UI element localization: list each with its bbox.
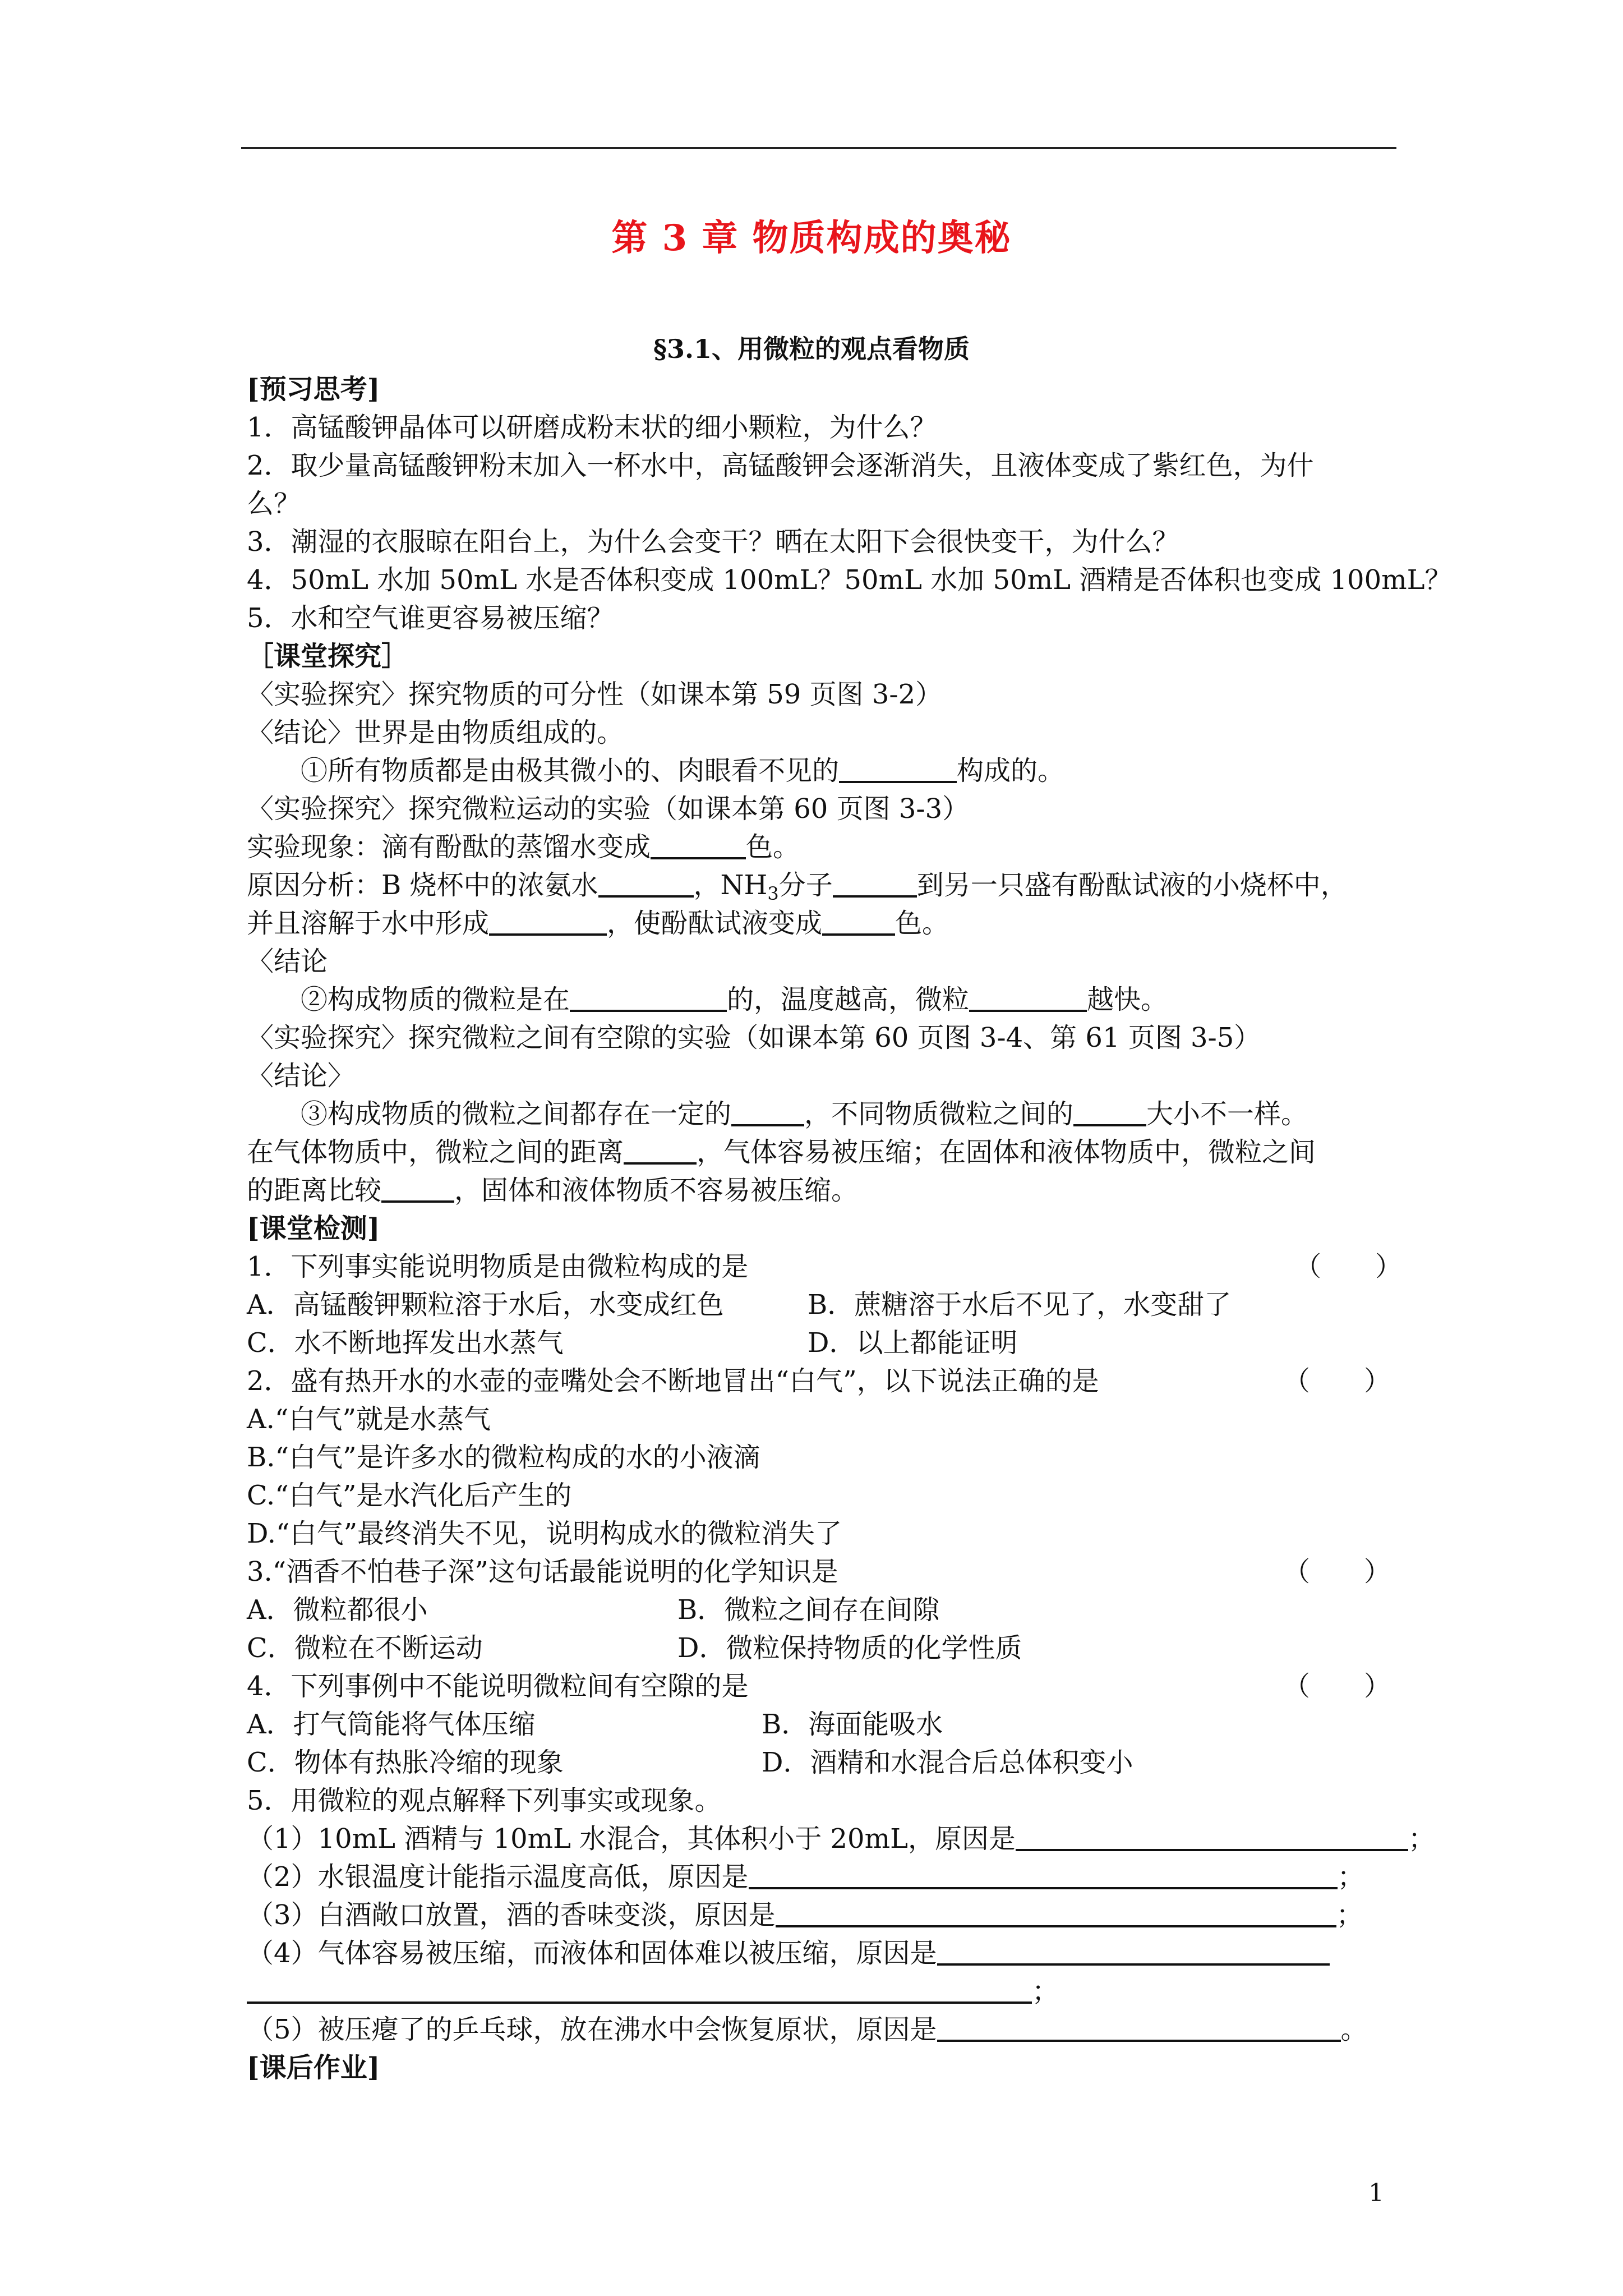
analysis-line-1: 原因分析：B 烧杯中的浓氨水 ，$NH_3$分子 到另一只盛有酚酞试液的小烧杯中，: [247, 866, 1402, 904]
observation: 实验现象：滴有酚酞的蒸馏水变成 色。: [247, 828, 1402, 866]
fill-blank[interactable]: [731, 1096, 804, 1126]
header-rule: [241, 147, 1396, 149]
point-3-line-3: 的距离比较 ，固体和液体物质不容易被压缩。: [247, 1171, 1402, 1209]
chapter-title: 第 3 章 物质构成的奥秘: [611, 217, 1012, 259]
quiz-question-3: 3.“酒香不怕巷子深”这句话最能说明的化学知识是 （ ）: [247, 1553, 1402, 1591]
main-content: [247, 370, 1452, 2083]
preview-question-2-line-2: 么？: [247, 488, 301, 519]
quiz-q3-options-ab: [247, 1591, 1402, 1629]
answer-line[interactable]: [1016, 1821, 1408, 1851]
conclusion-3: 〈结论〉: [247, 1060, 355, 1092]
quiz-q5-item-1: （1）10mL 酒精与 10mL 水混合，其体积小于 20mL，原因是 ；: [247, 1820, 1402, 1858]
option-a: A．微粒都很小: [247, 1594, 428, 1626]
fill-blank[interactable]: [598, 867, 694, 898]
fill-blank[interactable]: [969, 982, 1087, 1012]
option-b: B．海面能吸水: [762, 1709, 943, 1740]
answer-line[interactable]: [937, 1935, 1330, 1966]
experiment-1: 〈实验探究〉探究物质的可分性（如课本第 59 页图 3-2）: [247, 679, 943, 710]
fill-blank[interactable]: [570, 982, 727, 1012]
option-a: A.“白气”就是水蒸气: [247, 1404, 491, 1435]
conclusion-2: 〈结论: [247, 946, 328, 977]
preview-question-1: 1．高锰酸钾晶体可以研磨成粉末状的细小颗粒，为什么？: [247, 412, 937, 443]
answer-line[interactable]: [937, 2012, 1341, 2042]
fill-blank[interactable]: [833, 867, 917, 898]
fill-blank[interactable]: [651, 829, 746, 859]
point-3-line-1: ③构成物质的微粒之间都存在一定的 ，不同物质微粒之间的 大小不一样。: [247, 1095, 1402, 1133]
homework-header: [课后作业]: [247, 2052, 380, 2083]
explore-header: ［课堂探究］: [247, 641, 409, 672]
option-a: A．高锰酸钾颗粒溶于水后，水变成红色: [247, 1289, 724, 1320]
answer-parentheses[interactable]: （ ）: [1283, 1671, 1391, 1702]
quiz-header: [课堂检测]: [247, 1213, 380, 1244]
conclusion-1: 〈结论〉世界是由物质组成的。: [247, 717, 624, 748]
option-b: B．蔗糖溶于水后不见了，水变甜了: [808, 1289, 1232, 1320]
quiz-question-5: 5．用微粒的观点解释下列事实或现象。: [247, 1785, 722, 1816]
quiz-q5-item-3: （3）白酒敞口放置，酒的香味变淡，原因是 ；: [247, 1896, 1402, 1934]
page-number: 1: [1368, 2179, 1384, 2207]
answer-line[interactable]: [776, 1897, 1336, 1927]
answer-parentheses[interactable]: （ ）: [1294, 1251, 1402, 1282]
answer-line[interactable]: [247, 1973, 1032, 2004]
quiz-q5-item-2: （2）水银温度计能指示温度高低，原因是 ；: [247, 1858, 1402, 1896]
point-2: ②构成物质的微粒是在 的，温度越高，微粒 越快。: [247, 981, 1402, 1019]
quiz-question-4: 4．下列事例中不能说明微粒间有空隙的是 （ ）: [247, 1667, 1402, 1705]
answer-line[interactable]: [749, 1859, 1338, 1889]
option-c: C．物体有热胀冷缩的现象: [247, 1747, 564, 1778]
analysis-line-2: 并且溶解于水中形成 ，使酚酞试液变成 色。: [247, 904, 1402, 942]
quiz-question-2: 2．盛有热开水的水壶的壶嘴处会不断地冒出“白气”，以下说法正确的是 （ ）: [247, 1362, 1402, 1400]
quiz-q5-item-5: （5）被压瘪了的乒乓球，放在沸水中会恢复原状，原因是 。: [247, 2010, 1402, 2049]
option-d: D．酒精和水混合后总体积变小: [762, 1747, 1133, 1778]
option-c: C．微粒在不断运动: [247, 1632, 483, 1664]
experiment-2: 〈实验探究〉探究微粒运动的实验（如课本第 60 页图 3-3）: [247, 793, 970, 825]
quiz-q4-options-cd: [247, 1743, 1402, 1782]
point-3-line-2: 在气体物质中，微粒之间的距离 ，气体容易被压缩；在固体和液体物质中，微粒之间: [247, 1133, 1402, 1171]
preview-question-3: 3．潮湿的衣服晾在阳台上，为什么会变干？晒在太阳下会很快变干，为什么？: [247, 526, 1179, 558]
quiz-q3-options-cd: [247, 1629, 1402, 1667]
option-d: D．微粒保持物质的化学性质: [677, 1632, 1022, 1664]
section-title: §3.1、用微粒的观点看物质: [653, 334, 970, 364]
preview-header: [预习思考]: [247, 374, 380, 405]
fill-blank[interactable]: [1073, 1096, 1146, 1126]
quiz-q1-options-cd: [247, 1324, 1402, 1362]
preview-question-4: 4．50mL 水加 50mL 水是否体积变成 100mL？50mL 水加 50mL 酒精是否体积也变成 100mL？: [247, 564, 1452, 596]
preview-question-5: 5．水和空气谁更容易被压缩？: [247, 602, 614, 634]
answer-parentheses[interactable]: （ ）: [1283, 1556, 1391, 1588]
option-b: B.“白气”是许多水的微粒构成的水的小液滴: [247, 1442, 760, 1473]
fill-blank[interactable]: [822, 905, 895, 936]
point-1: ①所有物质都是由极其微小的、肉眼看不见的 构成的。: [247, 752, 1402, 790]
quiz-q4-options-ab: [247, 1705, 1402, 1743]
quiz-q5-item-4-cont: ；: [247, 1972, 1402, 2010]
fill-blank[interactable]: [624, 1134, 697, 1165]
preview-question-2-line-1: 2．取少量高锰酸钾粉末加入一杯水中，高锰酸钾会逐渐消失，且液体变成了紫红色，为什: [247, 450, 1314, 481]
option-b: B．微粒之间存在间隙: [677, 1594, 940, 1626]
fill-blank[interactable]: [489, 905, 607, 936]
option-d: D.“白气”最终消失不见，说明构成水的微粒消失了: [247, 1518, 842, 1549]
fill-blank[interactable]: [381, 1172, 454, 1203]
option-c: C.“白气”是水汽化后产生的: [247, 1480, 572, 1511]
quiz-q5-item-4: （4）气体容易被压缩，而液体和固体难以被压缩，原因是: [247, 1934, 1402, 1972]
quiz-q1-options-ab: [247, 1286, 1402, 1324]
option-a: A．打气筒能将气体压缩: [247, 1709, 536, 1740]
quiz-question-1: 1．下列事实能说明物质是由微粒构成的是 （ ）: [247, 1248, 1402, 1286]
experiment-3: 〈实验探究〉探究微粒之间有空隙的实验（如课本第 60 页图 3-4、第 61 页图 3-5）: [247, 1022, 1261, 1053]
answer-parentheses[interactable]: （ ）: [1283, 1365, 1391, 1397]
option-c: C．水不断地挥发出水蒸气: [247, 1327, 564, 1359]
option-d: D．以上都能证明: [808, 1327, 1018, 1359]
fill-blank[interactable]: [839, 753, 957, 783]
